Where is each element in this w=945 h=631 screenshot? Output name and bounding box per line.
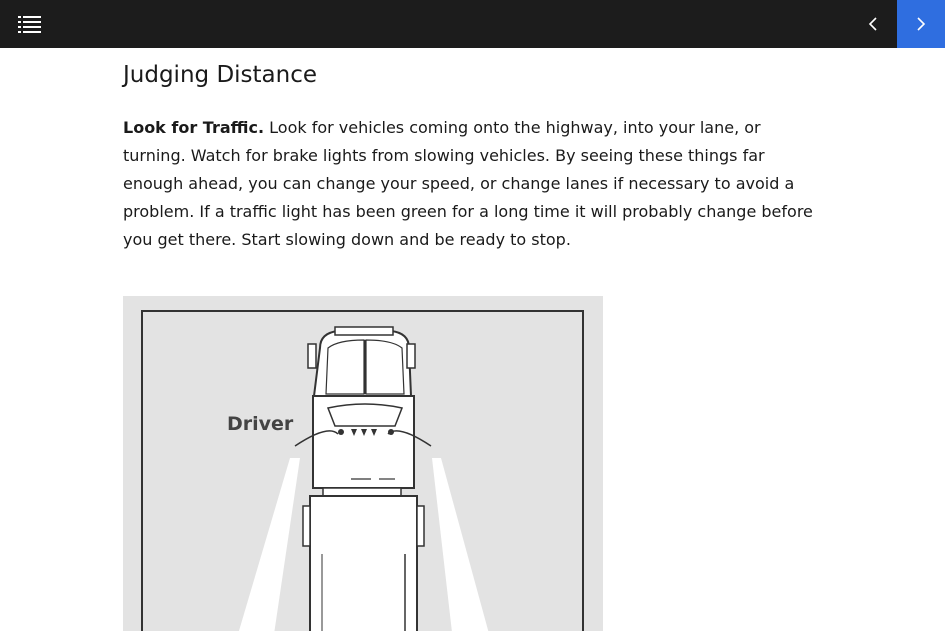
article (123, 48, 823, 254)
body-paragraph (123, 114, 823, 254)
previous-page-button[interactable] (849, 0, 897, 48)
chevron-right-icon (915, 16, 927, 32)
paragraph-lead: Look for Traffic. (123, 118, 265, 137)
driver-blind-spot-figure (123, 296, 603, 631)
top-toolbar (0, 0, 945, 48)
next-page-button[interactable] (897, 0, 945, 48)
menu-button[interactable] (8, 4, 52, 44)
paragraph-text: Look for vehicles coming onto the highway, into your lane, or turning. Watch for brake lights from slowing vehicles. By seeing these things far enough ahead, you can change your speed, or change lanes if necessary to avoid a problem. If a traffic light has been green for a long time it will probably change before you get there. Start slowing down and be ready to stop. (123, 118, 813, 249)
truck-illustration (123, 296, 603, 631)
driver-label: Driver (227, 413, 294, 435)
list-icon (18, 15, 42, 33)
page-title: Judging Distance (123, 62, 318, 88)
chevron-left-icon (867, 16, 879, 32)
